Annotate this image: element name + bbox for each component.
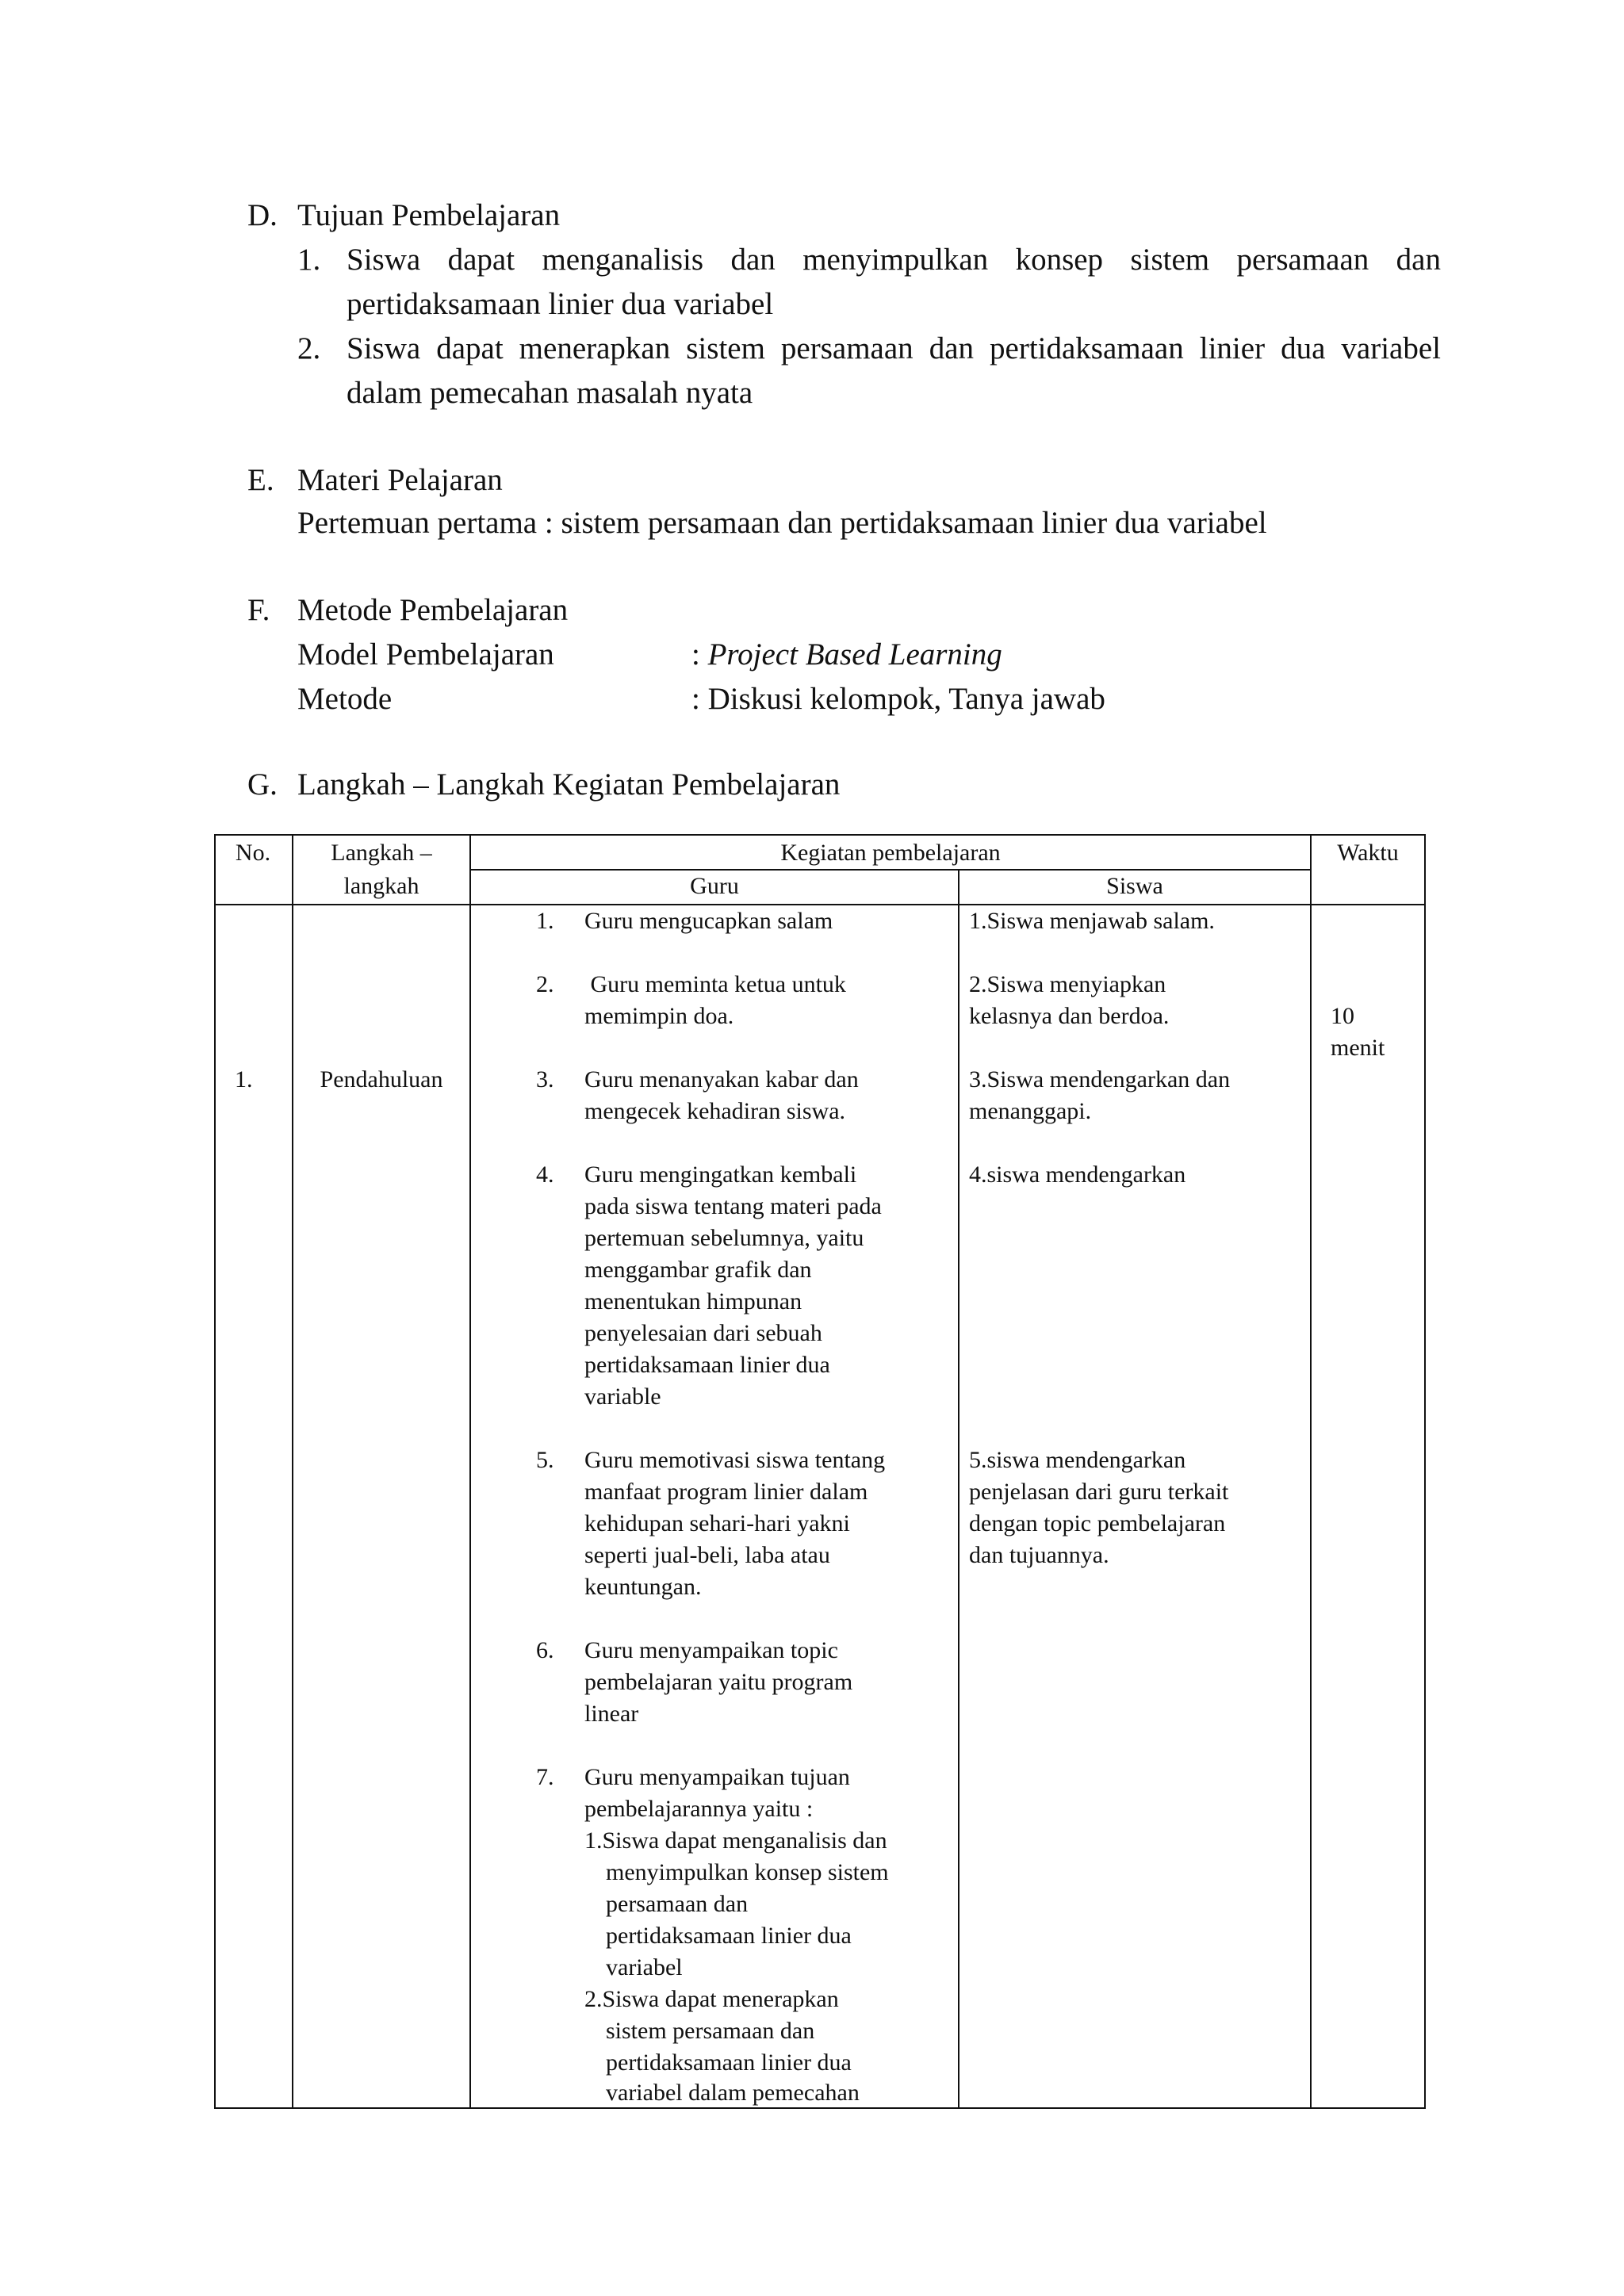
siswa-item-5-line: penjelasan dari guru terkait (969, 1479, 1229, 1505)
guru-item-2-line: Guru meminta ketua untuk (584, 971, 846, 997)
guru-item-6-number: 6. (536, 1637, 554, 1663)
guru-item-4-line: menentukan himpunan (584, 1288, 802, 1314)
siswa-item-5-line: dan tujuannya. (969, 1542, 1109, 1568)
header-waktu: Waktu (1337, 840, 1399, 866)
guru-item-5-line: Guru memotivasi siswa tentang (584, 1447, 886, 1473)
guru-item-7-line: pembelajarannya yaitu : (584, 1796, 814, 1822)
guru-item-1-number: 1. (536, 908, 554, 934)
header-kegiatan: Kegiatan pembelajaran (780, 840, 1001, 866)
guru-item-4-number: 4. (536, 1161, 554, 1188)
section-d-item-2-line-2: dalam pemecahan masalah nyata (347, 376, 753, 410)
guru-subgoal-1-line: variabel (606, 1954, 683, 1980)
header-no: No. (235, 840, 271, 866)
guru-item-7-line: Guru menyampaikan tujuan (584, 1764, 850, 1790)
guru-item-3-line: mengecek kehadiran siswa. (584, 1098, 846, 1124)
header-langkah-line-1: Langkah – (331, 840, 432, 866)
table-divider-langkah (469, 834, 471, 2109)
siswa-item-3-line: menanggapi. (969, 1098, 1092, 1124)
guru-subgoal-2-line: variabel dalam pemecahan (606, 2080, 860, 2106)
guru-item-5-line: manfaat program linier dalam (584, 1479, 868, 1505)
section-f-title: Metode Pembelajaran (297, 593, 569, 627)
guru-item-4-line: pertemuan sebelumnya, yaitu (584, 1225, 864, 1251)
table-divider-no (292, 834, 293, 2109)
guru-item-4-line: penyelesaian dari sebuah (584, 1320, 822, 1346)
section-e-content: Pertemuan pertama : sistem persamaan dan pertidaksamaan linier dua variabel (297, 506, 1267, 540)
siswa-item-2-line: 2.Siswa menyiapkan (969, 971, 1166, 997)
guru-item-6-line: Guru menyampaikan topic (584, 1637, 838, 1663)
header-langkah-line-2: langkah (343, 873, 419, 899)
metode-value: : Diskusi kelompok, Tanya jawab (691, 682, 1105, 716)
section-d-item-2-line-1: Siswa dapat menerapkan sistem persamaan dan pertidaksamaan linier dua variabel (347, 331, 1441, 365)
guru-item-5-number: 5. (536, 1447, 554, 1473)
guru-subgoal-1-line: pertidaksamaan linier dua (606, 1923, 852, 1949)
model-value: : Project Based Learning (691, 637, 1002, 672)
guru-item-6-line: linear (584, 1701, 639, 1727)
guru-subgoal-2-line: 2.Siswa dapat menerapkan (584, 1986, 839, 2012)
guru-item-4-line: menggambar grafik dan (584, 1257, 812, 1283)
metode-label: Metode (297, 682, 393, 716)
guru-item-3-line: Guru menanyakan kabar dan (584, 1066, 859, 1093)
section-g-letter: G. (247, 767, 278, 802)
row-waktu-line-1: 10 (1331, 1003, 1354, 1029)
guru-item-5-line: keuntungan. (584, 1574, 702, 1600)
model-value-text: Project Based Learning (707, 637, 1002, 672)
guru-subgoal-1-line: persamaan dan (606, 1891, 749, 1917)
section-e-letter: E. (247, 463, 274, 497)
section-e-title: Materi Pelajaran (297, 463, 503, 497)
guru-subgoal-1-line: 1.Siswa dapat menganalisis dan (584, 1827, 887, 1854)
guru-subgoal-2-line: sistem persamaan dan (606, 2018, 815, 2044)
guru-item-3-number: 3. (536, 1066, 554, 1093)
siswa-item-2-line: kelasnya dan berdoa. (969, 1003, 1170, 1029)
guru-item-4-line: pada siswa tentang materi pada (584, 1193, 882, 1219)
guru-item-2-number: 2. (536, 971, 554, 997)
section-d-item-1-number: 1. (297, 243, 321, 277)
guru-item-5-line: seperti jual-beli, laba atau (584, 1542, 830, 1568)
siswa-item-5-line: dengan topic pembelajaran (969, 1510, 1226, 1536)
row-langkah: Pendahuluan (320, 1066, 443, 1093)
guru-item-5-line: kehidupan sehari-hari yakni (584, 1510, 850, 1536)
guru-item-2-line: memimpin doa. (584, 1003, 734, 1029)
siswa-item-5-line: 5.siswa mendengarkan (969, 1447, 1186, 1473)
table-divider-kegiatan (1310, 834, 1312, 2109)
siswa-item-1-line: 1.Siswa menjawab salam. (969, 908, 1215, 934)
guru-subgoal-1-line: menyimpulkan konsep sistem (606, 1859, 889, 1885)
section-d-title: Tujuan Pembelajaran (297, 198, 561, 232)
siswa-item-3-line: 3.Siswa mendengarkan dan (969, 1066, 1231, 1093)
guru-item-7-number: 7. (536, 1764, 554, 1790)
header-guru: Guru (690, 873, 739, 899)
section-d-item-1-line-2: pertidaksamaan linier dua variabel (347, 287, 774, 321)
section-f-letter: F. (247, 593, 270, 627)
guru-item-4-line: pertidaksamaan linier dua (584, 1352, 830, 1378)
table-divider-guru (958, 869, 959, 2109)
guru-item-1-line: Guru mengucapkan salam (584, 908, 833, 934)
section-d-item-1-line-1: Siswa dapat menganalisis dan menyimpulkan konsep sistem persamaan dan (347, 243, 1441, 277)
section-d-letter: D. (247, 198, 278, 232)
guru-item-4-line: variable (584, 1383, 661, 1410)
section-d-item-2-number: 2. (297, 331, 321, 365)
guru-subgoal-2-line: pertidaksamaan linier dua (606, 2049, 852, 2076)
header-siswa: Siswa (1106, 873, 1163, 899)
guru-item-6-line: pembelajaran yaitu program (584, 1669, 853, 1695)
row-no: 1. (235, 1066, 253, 1093)
row-waktu-line-2: menit (1331, 1035, 1385, 1061)
metode-value-text: Diskusi kelompok, Tanya jawab (707, 682, 1105, 716)
siswa-item-4-line: 4.siswa mendengarkan (969, 1161, 1186, 1188)
guru-item-4-line: Guru mengingatkan kembali (584, 1161, 857, 1188)
model-label: Model Pembelajaran (297, 637, 554, 672)
section-g-title: Langkah – Langkah Kegiatan Pembelajaran (297, 767, 841, 802)
